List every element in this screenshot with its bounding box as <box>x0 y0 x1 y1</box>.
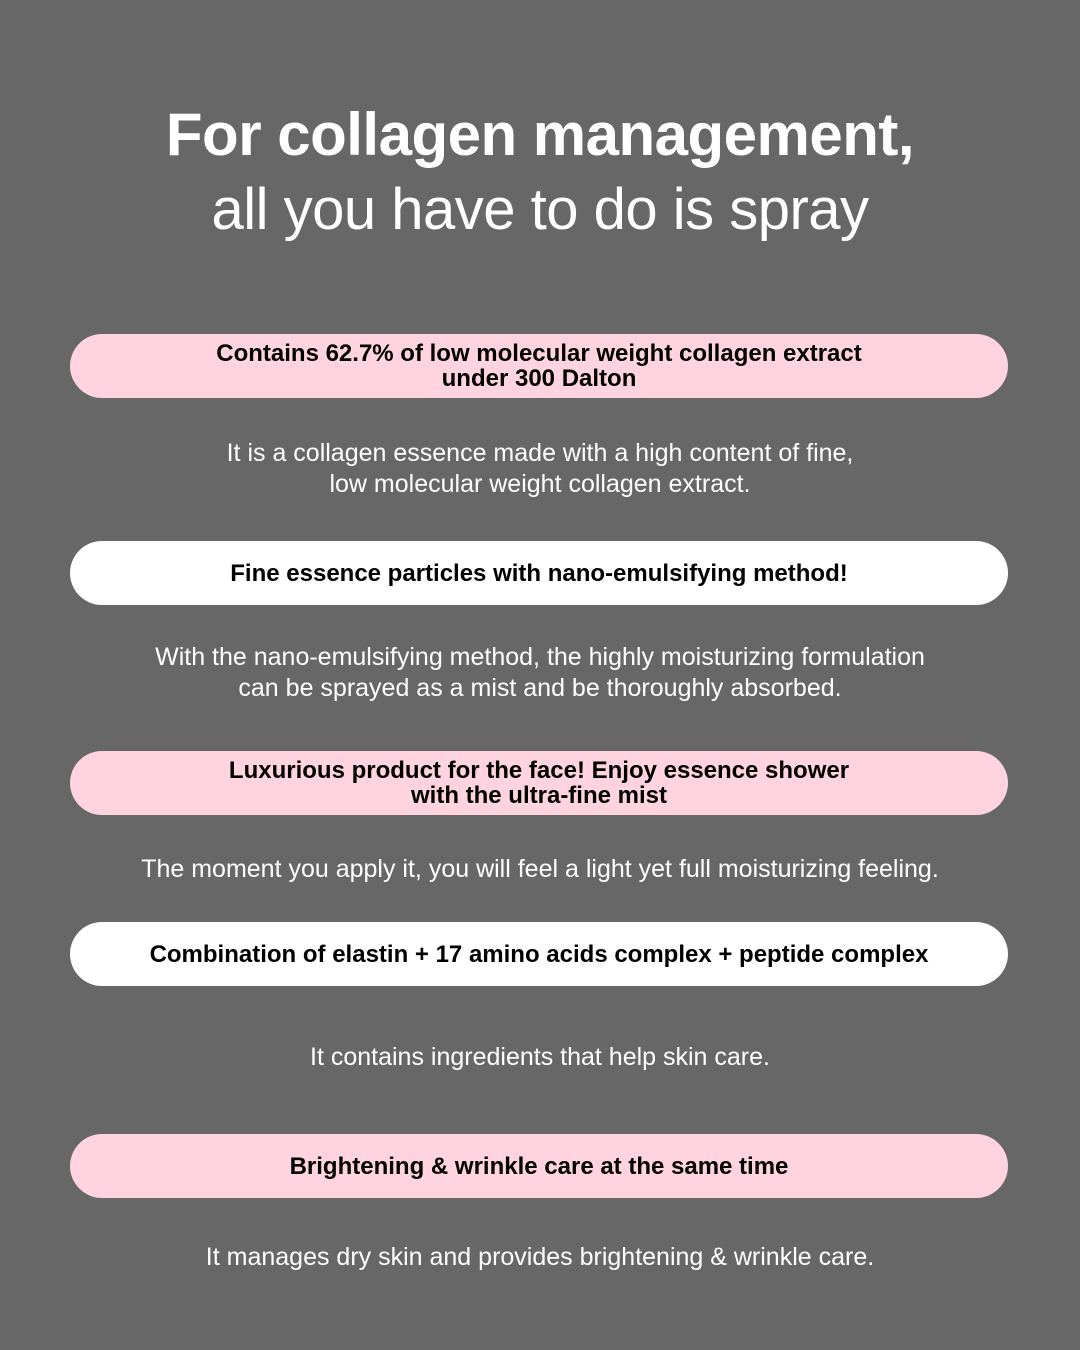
feature-title-1-line-2: under 300 Dalton <box>441 365 637 392</box>
feature-pill-2 <box>70 541 1008 605</box>
feature-desc-2-line-2: can be sprayed as a mist and be thoroughly absorbed. <box>238 674 842 702</box>
feature-desc-3 <box>0 854 1080 885</box>
feature-pill-5 <box>70 1134 1008 1198</box>
feature-title-1-line-1: Contains 62.7% of low molecular weight collagen extract <box>216 340 862 367</box>
feature-desc-4-line-1: It contains ingredients that help skin care. <box>310 1043 770 1071</box>
feature-pill-3 <box>70 751 1008 815</box>
feature-desc-1 <box>0 438 1080 500</box>
feature-title-4-line-1: Combination of elastin + 17 amino acids complex + peptide complex <box>149 940 929 968</box>
feature-desc-1-line-1: It is a collagen essence made with a high content of fine, <box>226 439 854 467</box>
feature-desc-3-line-1: The moment you apply it, you will feel a light yet full moisturizing feeling. <box>141 855 939 883</box>
feature-pill-1 <box>70 334 1008 398</box>
feature-desc-1-line-2: low molecular weight collagen extract. <box>329 470 751 498</box>
feature-title-5-line-1: Brightening & wrinkle care at the same time <box>289 1152 789 1180</box>
feature-desc-4 <box>0 1042 1080 1073</box>
feature-desc-5-line-1: It manages dry skin and provides brightening & wrinkle care. <box>205 1243 875 1271</box>
feature-desc-2 <box>0 642 1080 704</box>
feature-title-3-line-2: with the ultra-fine mist <box>410 782 667 809</box>
feature-title-2-line-1: Fine essence particles with nano-emulsifying method! <box>230 559 848 587</box>
feature-desc-2-line-1: With the nano-emulsifying method, the highly moisturizing formulation <box>155 643 925 671</box>
feature-title-3-line-1: Luxurious product for the face! Enjoy essence shower <box>228 757 850 784</box>
headline-bold: For collagen management, <box>165 101 915 168</box>
headline-light: all you have to do is spray <box>211 177 869 242</box>
feature-pill-4 <box>70 922 1008 986</box>
feature-desc-5 <box>0 1242 1080 1273</box>
